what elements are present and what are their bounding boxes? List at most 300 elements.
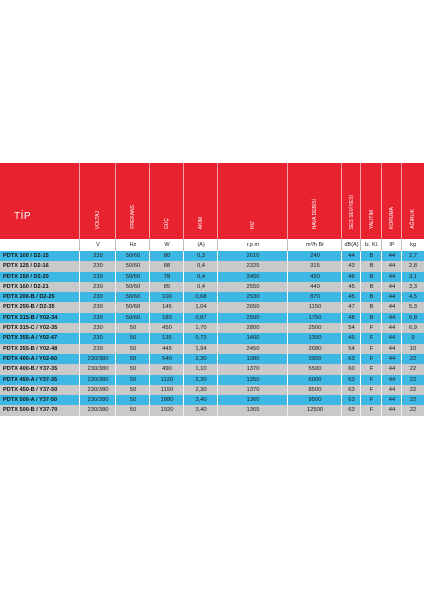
- row-divider: [341, 344, 342, 354]
- row-divider: [115, 395, 116, 405]
- value-cell: 43: [348, 263, 355, 270]
- header-col: [402, 163, 424, 239]
- row-divider: [287, 251, 288, 261]
- value-cell: 45: [348, 335, 355, 342]
- value-cell: 230/380: [87, 355, 109, 362]
- row-divider: [217, 272, 218, 282]
- row-divider: [79, 385, 80, 395]
- header-col: [184, 163, 218, 239]
- row-divider: [381, 385, 382, 395]
- row-divider: [341, 272, 342, 282]
- row-divider: [149, 251, 150, 261]
- value-cell: 4,5: [408, 294, 418, 301]
- value-cell: 80: [163, 253, 171, 259]
- units-divider: [341, 239, 342, 251]
- value-cell: 44: [388, 355, 396, 362]
- row-divider: [401, 344, 402, 354]
- value-cell: 2500: [246, 314, 260, 321]
- table-row: [0, 333, 424, 343]
- value-cell: 63: [348, 355, 355, 362]
- row-divider: [217, 405, 218, 415]
- value-cell: 0,4: [196, 273, 206, 280]
- header-label: FREKANS: [130, 205, 136, 229]
- row-divider: [401, 272, 402, 282]
- row-divider: [287, 313, 288, 323]
- units-divider: [401, 239, 402, 251]
- model-cell: PDTX 400-B / Y37-35: [3, 366, 58, 373]
- row-divider: [79, 302, 80, 312]
- value-cell: 420: [310, 273, 320, 280]
- row-divider: [341, 292, 342, 302]
- value-cell: 0,4: [196, 283, 206, 290]
- value-cell: 50/60: [125, 304, 141, 311]
- row-divider: [401, 354, 402, 364]
- header-col: [80, 163, 116, 239]
- value-cell: 3,3: [408, 283, 418, 290]
- row-divider: [79, 405, 80, 415]
- model-cell: PDTX 315-C / Y02-35: [3, 325, 58, 332]
- row-divider: [115, 251, 116, 261]
- value-cell: 180: [162, 314, 172, 321]
- row-divider: [183, 385, 184, 395]
- model-cell: PDTX 400-A / Y02-60: [3, 355, 58, 362]
- value-cell: 2,30: [195, 376, 207, 383]
- value-cell: 22: [409, 366, 417, 373]
- row-divider: [149, 302, 150, 312]
- table-body: [0, 251, 424, 416]
- row-divider: [149, 323, 150, 333]
- value-cell: F: [369, 325, 374, 332]
- value-cell: 2,8: [408, 263, 418, 270]
- value-cell: 50/60: [125, 294, 141, 301]
- row-divider: [360, 251, 361, 261]
- value-cell: 230: [93, 325, 103, 332]
- value-cell: 50: [129, 366, 137, 373]
- row-divider: [115, 375, 116, 385]
- units-divider: [360, 239, 361, 251]
- row-divider: [79, 344, 80, 354]
- row-divider: [360, 354, 361, 364]
- row-divider: [217, 364, 218, 374]
- value-cell: 2450: [246, 273, 260, 280]
- row-divider: [360, 292, 361, 302]
- row-divider: [287, 302, 288, 312]
- row-divider: [341, 323, 342, 333]
- row-divider: [381, 405, 382, 415]
- row-divider: [115, 354, 116, 364]
- header-label: AKIM: [198, 216, 204, 229]
- row-divider: [79, 354, 80, 364]
- model-cell: PDTX 315-B / Y02-34: [3, 314, 58, 321]
- value-cell: 230: [93, 273, 103, 280]
- row-divider: [115, 333, 116, 343]
- unit-cell: kg: [410, 242, 416, 248]
- value-cell: 88: [163, 263, 171, 270]
- header-divider: [149, 163, 150, 239]
- value-cell: 22: [409, 355, 417, 362]
- value-cell: 0,4: [196, 263, 206, 270]
- value-cell: 78: [163, 273, 171, 280]
- value-cell: 2,7: [408, 253, 418, 259]
- row-divider: [341, 333, 342, 343]
- row-divider: [287, 261, 288, 271]
- row-divider: [341, 395, 342, 405]
- row-divider: [341, 261, 342, 271]
- row-divider: [217, 385, 218, 395]
- row-divider: [217, 282, 218, 292]
- value-cell: 44: [388, 283, 396, 290]
- row-divider: [381, 333, 382, 343]
- value-cell: 230: [93, 253, 103, 259]
- units-divider: [183, 239, 184, 251]
- value-cell: 450: [162, 325, 172, 332]
- unit-cell: V: [96, 242, 100, 248]
- row-divider: [79, 395, 80, 405]
- value-cell: 6,9: [408, 325, 418, 332]
- row-divider: [183, 395, 184, 405]
- value-cell: 60: [348, 366, 355, 373]
- value-cell: 1380: [246, 355, 260, 362]
- row-divider: [183, 292, 184, 302]
- value-cell: 1880: [160, 397, 174, 404]
- table-row: [0, 364, 424, 374]
- value-cell: 50: [129, 397, 137, 404]
- value-cell: 22: [409, 376, 417, 383]
- unit-cell: (A): [197, 242, 205, 248]
- value-cell: 2530: [246, 294, 260, 301]
- row-divider: [341, 385, 342, 395]
- value-cell: 230: [93, 294, 103, 301]
- row-divider: [287, 375, 288, 385]
- row-divider: [79, 292, 80, 302]
- row-divider: [401, 364, 402, 374]
- value-cell: 3,40: [195, 407, 207, 414]
- value-cell: 2325: [246, 263, 260, 270]
- row-divider: [381, 302, 382, 312]
- header-label: SES SEVİYESİ: [348, 194, 355, 229]
- value-cell: 1,04: [195, 304, 207, 311]
- value-cell: 45: [348, 283, 355, 290]
- value-cell: 63: [348, 386, 355, 393]
- header-col: [288, 163, 342, 239]
- value-cell: 50: [129, 345, 137, 352]
- row-divider: [287, 292, 288, 302]
- row-divider: [149, 405, 150, 415]
- model-cell: PDTX 355-B / Y02-48: [3, 345, 58, 352]
- value-cell: 1400: [246, 335, 260, 342]
- value-cell: F: [369, 376, 374, 383]
- row-divider: [149, 272, 150, 282]
- model-cell: PDTX 125 / D2-16: [3, 263, 49, 270]
- value-cell: 230: [93, 304, 103, 311]
- row-divider: [149, 261, 150, 271]
- row-divider: [79, 364, 80, 374]
- value-cell: 50: [129, 407, 137, 414]
- value-cell: 54: [348, 325, 355, 332]
- row-divider: [149, 354, 150, 364]
- value-cell: 135: [162, 335, 172, 342]
- value-cell: 50/60: [125, 283, 141, 290]
- row-divider: [401, 302, 402, 312]
- value-cell: 63: [348, 376, 355, 383]
- row-divider: [381, 282, 382, 292]
- row-divider: [381, 354, 382, 364]
- model-cell: PDTX 450-A / Y37-35: [3, 376, 58, 383]
- unit-cell: r.p.m: [246, 242, 260, 248]
- row-divider: [381, 375, 382, 385]
- row-divider: [217, 261, 218, 271]
- row-divider: [183, 313, 184, 323]
- value-cell: 3,40: [195, 397, 207, 404]
- row-divider: [115, 313, 116, 323]
- row-divider: [149, 364, 150, 374]
- row-divider: [341, 302, 342, 312]
- value-cell: 2680: [308, 345, 322, 352]
- table-row: [0, 292, 424, 302]
- row-divider: [287, 395, 288, 405]
- row-divider: [381, 261, 382, 271]
- row-divider: [183, 333, 184, 343]
- header-divider: [360, 163, 361, 239]
- row-divider: [360, 405, 361, 415]
- header-label: KORUMA: [389, 207, 395, 229]
- row-divider: [217, 375, 218, 385]
- value-cell: 44: [388, 397, 396, 404]
- value-cell: 230: [93, 335, 103, 342]
- value-cell: 2,30: [195, 355, 207, 362]
- row-divider: [149, 333, 150, 343]
- units-divider: [287, 239, 288, 251]
- model-cell: PDTX 500-A / Y37-50: [3, 397, 58, 404]
- row-divider: [79, 251, 80, 261]
- value-cell: 315: [310, 263, 320, 270]
- header-divider: [287, 163, 288, 239]
- value-cell: 440: [310, 283, 320, 290]
- row-divider: [401, 333, 402, 343]
- value-cell: 230: [93, 283, 103, 290]
- value-cell: 445: [162, 345, 172, 352]
- unit-cell: IP: [389, 242, 395, 248]
- header-col: [361, 163, 382, 239]
- value-cell: 44: [388, 253, 396, 259]
- row-divider: [115, 323, 116, 333]
- row-divider: [341, 375, 342, 385]
- value-cell: F: [369, 355, 374, 362]
- row-divider: [115, 282, 116, 292]
- value-cell: 50: [129, 325, 137, 332]
- value-cell: B: [369, 273, 374, 280]
- value-cell: 9500: [308, 397, 322, 404]
- row-divider: [401, 292, 402, 302]
- row-divider: [287, 323, 288, 333]
- table-row: [0, 282, 424, 292]
- value-cell: 44: [388, 345, 396, 352]
- row-divider: [183, 405, 184, 415]
- header-col: [116, 163, 150, 239]
- value-cell: 230/380: [87, 386, 109, 393]
- value-cell: 44: [388, 376, 396, 383]
- row-divider: [217, 292, 218, 302]
- units-divider: [149, 239, 150, 251]
- model-cell: PDTX 355-A / Y02-47: [3, 335, 58, 342]
- value-cell: 45: [348, 294, 355, 301]
- row-divider: [217, 323, 218, 333]
- row-divider: [149, 282, 150, 292]
- row-divider: [287, 385, 288, 395]
- value-cell: 1750: [308, 314, 322, 321]
- value-cell: 0,73: [195, 335, 207, 342]
- row-divider: [381, 344, 382, 354]
- row-divider: [360, 333, 361, 343]
- row-divider: [341, 313, 342, 323]
- value-cell: 5,3: [408, 304, 418, 311]
- row-divider: [183, 251, 184, 261]
- row-divider: [360, 302, 361, 312]
- table-row: [0, 313, 424, 323]
- row-divider: [360, 272, 361, 282]
- value-cell: 3900: [308, 355, 322, 362]
- row-divider: [217, 313, 218, 323]
- row-divider: [183, 302, 184, 312]
- value-cell: 50: [129, 355, 137, 362]
- table-row: [0, 385, 424, 395]
- row-divider: [401, 323, 402, 333]
- table-row: [0, 323, 424, 333]
- value-cell: 1,70: [195, 325, 207, 332]
- header-divider: [401, 163, 402, 239]
- value-cell: 1920: [160, 407, 174, 414]
- value-cell: 230/380: [87, 376, 109, 383]
- value-cell: 63: [348, 407, 355, 414]
- row-divider: [115, 292, 116, 302]
- row-divider: [401, 375, 402, 385]
- value-cell: B: [369, 263, 374, 270]
- header-col: [150, 163, 184, 239]
- row-divider: [79, 333, 80, 343]
- row-divider: [115, 272, 116, 282]
- value-cell: 44: [388, 366, 396, 373]
- row-divider: [115, 405, 116, 415]
- value-cell: 50/60: [125, 273, 141, 280]
- value-cell: 1120: [160, 376, 174, 383]
- row-divider: [217, 302, 218, 312]
- row-divider: [401, 251, 402, 261]
- header-col: [342, 163, 361, 239]
- model-cell: PDTX 450-B / Y37-50: [3, 386, 58, 393]
- value-cell: B: [369, 283, 374, 290]
- value-cell: 1365: [246, 407, 260, 414]
- value-cell: 240: [310, 253, 320, 259]
- row-divider: [115, 302, 116, 312]
- value-cell: 3,1: [408, 273, 418, 280]
- value-cell: 44: [388, 294, 396, 301]
- units-divider: [217, 239, 218, 251]
- row-divider: [401, 261, 402, 271]
- value-cell: 230: [93, 263, 103, 270]
- row-divider: [149, 313, 150, 323]
- value-cell: 1360: [246, 397, 260, 404]
- row-divider: [79, 313, 80, 323]
- table-row: [0, 272, 424, 282]
- value-cell: 5500: [308, 366, 322, 373]
- value-cell: 230/380: [87, 407, 109, 414]
- model-cell: PDTX 150 / D2-20: [3, 273, 49, 280]
- value-cell: 22: [409, 407, 417, 414]
- row-divider: [183, 282, 184, 292]
- value-cell: 230: [93, 345, 103, 352]
- value-cell: 44: [388, 386, 396, 393]
- value-cell: 1370: [246, 386, 260, 393]
- table-row: [0, 302, 424, 312]
- row-divider: [79, 272, 80, 282]
- row-divider: [401, 313, 402, 323]
- row-divider: [217, 333, 218, 343]
- value-cell: 6,8: [408, 314, 418, 321]
- row-divider: [360, 375, 361, 385]
- value-cell: 50/60: [125, 263, 141, 270]
- value-cell: 1150: [160, 386, 174, 393]
- value-cell: 2450: [246, 345, 260, 352]
- model-cell: PDTX 200-B / D2-25: [3, 294, 55, 301]
- row-divider: [287, 354, 288, 364]
- row-divider: [360, 261, 361, 271]
- value-cell: 2800: [246, 325, 260, 332]
- value-cell: 22: [409, 397, 417, 404]
- unit-cell: Hz: [129, 242, 137, 248]
- header-label: AĞIRLIK: [410, 209, 416, 229]
- row-divider: [381, 251, 382, 261]
- value-cell: 50/60: [125, 253, 141, 259]
- row-divider: [149, 292, 150, 302]
- model-cell: PDTX 100 / D2-15: [3, 253, 49, 259]
- value-cell: 230/380: [87, 366, 109, 373]
- value-cell: F: [369, 345, 374, 352]
- unit-cell: W: [164, 242, 170, 248]
- value-cell: 44: [388, 325, 396, 332]
- value-cell: 44: [348, 253, 355, 259]
- model-cell: PDTX 160 / D2-21: [3, 283, 49, 290]
- row-divider: [401, 405, 402, 415]
- value-cell: 1370: [246, 366, 260, 373]
- header-tip: TİP: [14, 211, 32, 222]
- table-row: [0, 395, 424, 405]
- row-divider: [381, 292, 382, 302]
- row-divider: [360, 313, 361, 323]
- value-cell: 870: [310, 294, 320, 301]
- value-cell: 10: [409, 345, 417, 352]
- header-col: [382, 163, 402, 239]
- value-cell: B: [369, 314, 374, 321]
- table-row: [0, 251, 424, 261]
- row-divider: [217, 354, 218, 364]
- value-cell: 44: [388, 263, 396, 270]
- row-divider: [115, 261, 116, 271]
- model-cell: PDTX 500-B / Y37-70: [3, 407, 58, 414]
- row-divider: [183, 364, 184, 374]
- row-divider: [287, 333, 288, 343]
- row-divider: [217, 344, 218, 354]
- row-divider: [360, 282, 361, 292]
- value-cell: 0,68: [195, 294, 207, 301]
- row-divider: [217, 251, 218, 261]
- header-divider: [183, 163, 184, 239]
- value-cell: 50/60: [125, 314, 141, 321]
- value-cell: 54: [348, 345, 355, 352]
- value-cell: 2550: [246, 283, 260, 290]
- row-divider: [401, 395, 402, 405]
- unit-cell: İz. Kl.: [364, 242, 379, 248]
- row-divider: [79, 261, 80, 271]
